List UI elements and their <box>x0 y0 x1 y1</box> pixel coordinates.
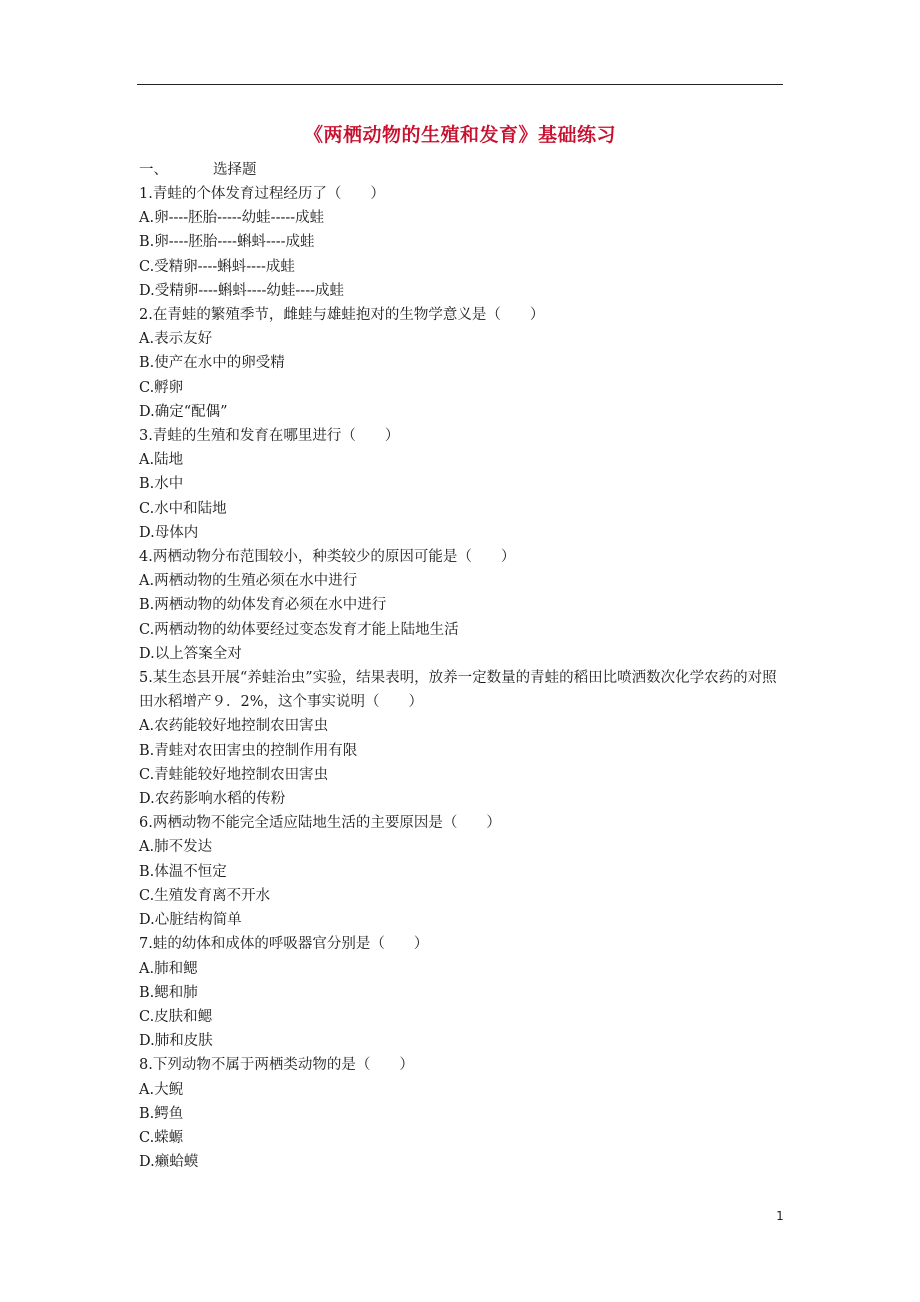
question-stem: 5.某生态县开展“养蛙治虫”实验，结果表明，放养一定数量的青蛙的稻田比喷洒数次化学农药的对照田水稻增产９．2%，这个事实说明（ ） <box>139 670 777 711</box>
question-stem: 3.青蛙的生殖和发育在哪里进行（ ） <box>139 428 400 445</box>
question-stem: 4.两栖动物分布范围较小，种类较少的原因可能是（ ） <box>139 549 516 566</box>
answer-option: B.体温不恒定 <box>139 863 227 880</box>
answer-option: D.受精卵----蝌蚪----幼蛙----成蛙 <box>139 282 345 299</box>
question-4 <box>139 545 784 666</box>
question-1 <box>139 182 784 303</box>
answer-option: C.生殖发育离不开水 <box>139 887 271 904</box>
answer-option: A.卵----胚胎-----幼蛙-----成蛙 <box>139 210 325 227</box>
answer-option: B.卵----胚胎----蝌蚪----成蛙 <box>139 234 315 251</box>
answer-option: C.青蛙能较好地控制农田害虫 <box>139 766 329 783</box>
page-number: 1 <box>776 1209 784 1223</box>
answer-option: D.确定“配偶” <box>139 403 228 420</box>
answer-option: B.使产在水中的卵受精 <box>139 355 285 372</box>
document-body <box>139 158 784 1174</box>
answer-option: A.肺不发达 <box>139 839 213 856</box>
answer-option: D.以上答案全对 <box>139 645 242 662</box>
answer-option: C.受精卵----蝌蚪----成蛙 <box>139 258 295 275</box>
answer-option: A.表示友好 <box>139 331 213 348</box>
answer-option: D.肺和皮肤 <box>139 1033 213 1050</box>
question-5 <box>139 666 784 811</box>
document-title: 《两栖动物的生殖和发育》基础练习 <box>303 124 616 146</box>
answer-option: B.鳃和肺 <box>139 984 198 1001</box>
question-stem: 7.蛙的幼体和成体的呼吸器官分别是（ ） <box>139 936 429 953</box>
section-label: 选择题 <box>213 162 257 178</box>
answer-option: A.两栖动物的生殖必须在水中进行 <box>139 573 358 590</box>
question-stem: 1.青蛙的个体发育过程经历了（ ） <box>139 186 385 202</box>
answer-option: B.青蛙对农田害虫的控制作用有限 <box>139 742 358 759</box>
question-stem: 6.两栖动物不能完全适应陆地生活的主要原因是（ ） <box>139 815 501 832</box>
question-list <box>139 182 784 1174</box>
answer-option: D.母体内 <box>139 524 199 541</box>
answer-option: A.大鲵 <box>139 1081 184 1098</box>
answer-option: C.两栖动物的幼体要经过变态发育才能上陆地生活 <box>139 621 459 638</box>
answer-option: D.心脏结构简单 <box>139 912 242 929</box>
section-heading <box>139 158 784 182</box>
question-7 <box>139 932 784 1053</box>
question-stem: 8.下列动物不属于两栖类动物的是（ ） <box>139 1057 414 1074</box>
answer-option: D.癞蛤蟆 <box>139 1154 199 1171</box>
answer-option: B.鳄鱼 <box>139 1105 184 1122</box>
question-stem: 2.在青蛙的繁殖季节，雌蛙与雄蛙抱对的生物学意义是（ ） <box>139 307 545 324</box>
answer-option: C.水中和陆地 <box>139 500 227 517</box>
answer-option: B.两栖动物的幼体发育必须在水中进行 <box>139 597 387 614</box>
question-2 <box>139 303 784 424</box>
answer-option: A.肺和鳃 <box>139 960 198 977</box>
question-3 <box>139 424 784 545</box>
answer-option: C.孵卵 <box>139 379 184 396</box>
question-8 <box>139 1053 784 1174</box>
answer-option: D.农药影响水稻的传粉 <box>139 791 286 808</box>
section-number: 一、 <box>139 162 168 178</box>
question-6 <box>139 811 784 932</box>
answer-option: C.蝾螈 <box>139 1129 184 1146</box>
answer-option: A.陆地 <box>139 452 184 469</box>
header-rule <box>137 84 783 85</box>
answer-option: A.农药能较好地控制农田害虫 <box>139 718 329 735</box>
answer-option: C.皮肤和鳃 <box>139 1008 213 1025</box>
answer-option: B.水中 <box>139 476 184 493</box>
